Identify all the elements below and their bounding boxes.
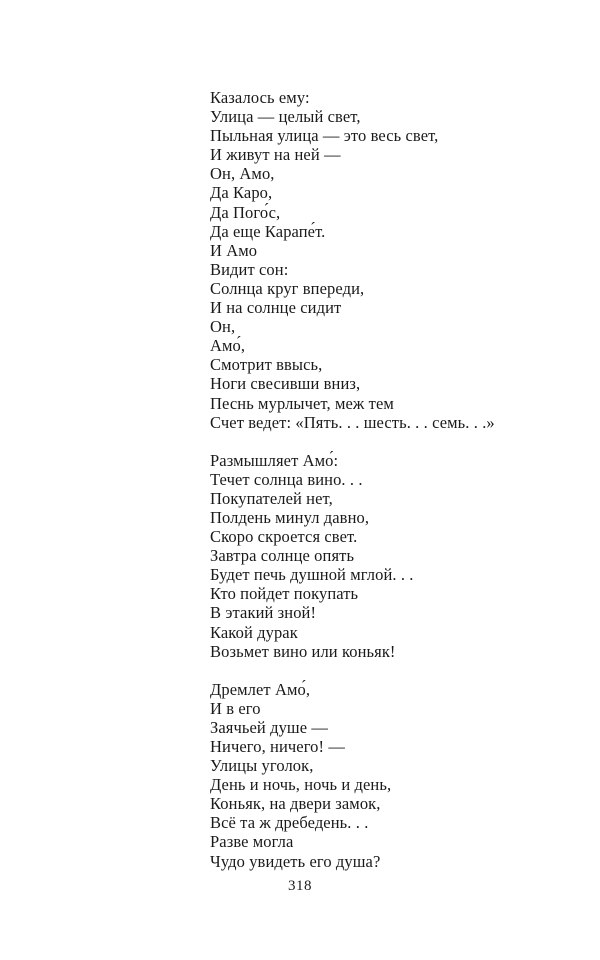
poem-line: Коньяк, на двери замок, <box>210 794 381 814</box>
poem-line: Ноги свесивши вниз, <box>210 374 361 394</box>
poem-line: Песнь мурлычет, меж тем <box>210 393 394 413</box>
poem-line: Он, <box>210 317 236 337</box>
poem-line: Дремлет Амо́, <box>210 679 311 699</box>
poem-line: Счет ведет: «Пять. . . шесть. . . семь. . .» <box>210 412 495 432</box>
poem-line: Казалось ему: <box>210 88 310 107</box>
poem-line: Кто пойдет покупать <box>210 584 359 604</box>
poem-line: Скоро скроется свет. <box>210 527 358 547</box>
poem-line: Смотрит ввысь, <box>210 355 323 375</box>
poem-line: Покупателей нет, <box>210 488 333 508</box>
poem-line: Возьмет вино или коньяк! <box>210 641 396 661</box>
poem-line: Заячьей душе — <box>210 717 328 737</box>
poem-line: День и ночь, ночь и день, <box>210 775 392 795</box>
poem-line: И живут на ней — <box>210 145 341 165</box>
poem-line: Ничего, ничего! — <box>210 737 345 756</box>
poem-line: Да еще Карапе́т. <box>210 221 326 241</box>
poem-line: Улица — целый свет, <box>210 107 361 127</box>
poem-line: Видит сон: <box>210 259 289 279</box>
poem-line: Размышляет Амо́: <box>210 450 339 470</box>
poem-line: Будет печь душной мглой. . . <box>210 565 414 585</box>
page-number: 318 <box>288 878 312 894</box>
poem-line: Чудо увидеть его душа? <box>210 851 381 871</box>
poem-line: Да Пого́с, <box>210 202 281 222</box>
poem-line: Разве могла <box>210 832 294 852</box>
poem-line: Завтра солнце опять <box>210 546 355 566</box>
poem-line: В этакий зной! <box>210 603 317 623</box>
poem <box>210 88 580 871</box>
poem-line: И на солнце сидит <box>210 298 342 318</box>
poem-line: Да Каро, <box>210 183 273 203</box>
stanza-1 <box>210 88 580 432</box>
poem-line: Полдень минул давно, <box>210 507 370 527</box>
poem-line: Какой дурак <box>210 622 298 642</box>
poem-line: Солнца круг впереди, <box>210 278 365 298</box>
poem-line: Пыльная улица — это весь свет, <box>210 126 439 146</box>
poem-line: И Амо <box>210 240 258 260</box>
poem-line: И в его <box>210 698 261 718</box>
poem-line: Течет солнца вино. . . <box>210 469 363 489</box>
stanza-2 <box>210 451 580 661</box>
poem-line: Он, Амо, <box>210 164 275 184</box>
poem-line: Амо́, <box>210 336 246 356</box>
poem-line: Всё та ж дребедень. . . <box>210 813 369 833</box>
stanza-3 <box>210 680 580 871</box>
poem-line: Улицы уголок, <box>210 756 314 776</box>
